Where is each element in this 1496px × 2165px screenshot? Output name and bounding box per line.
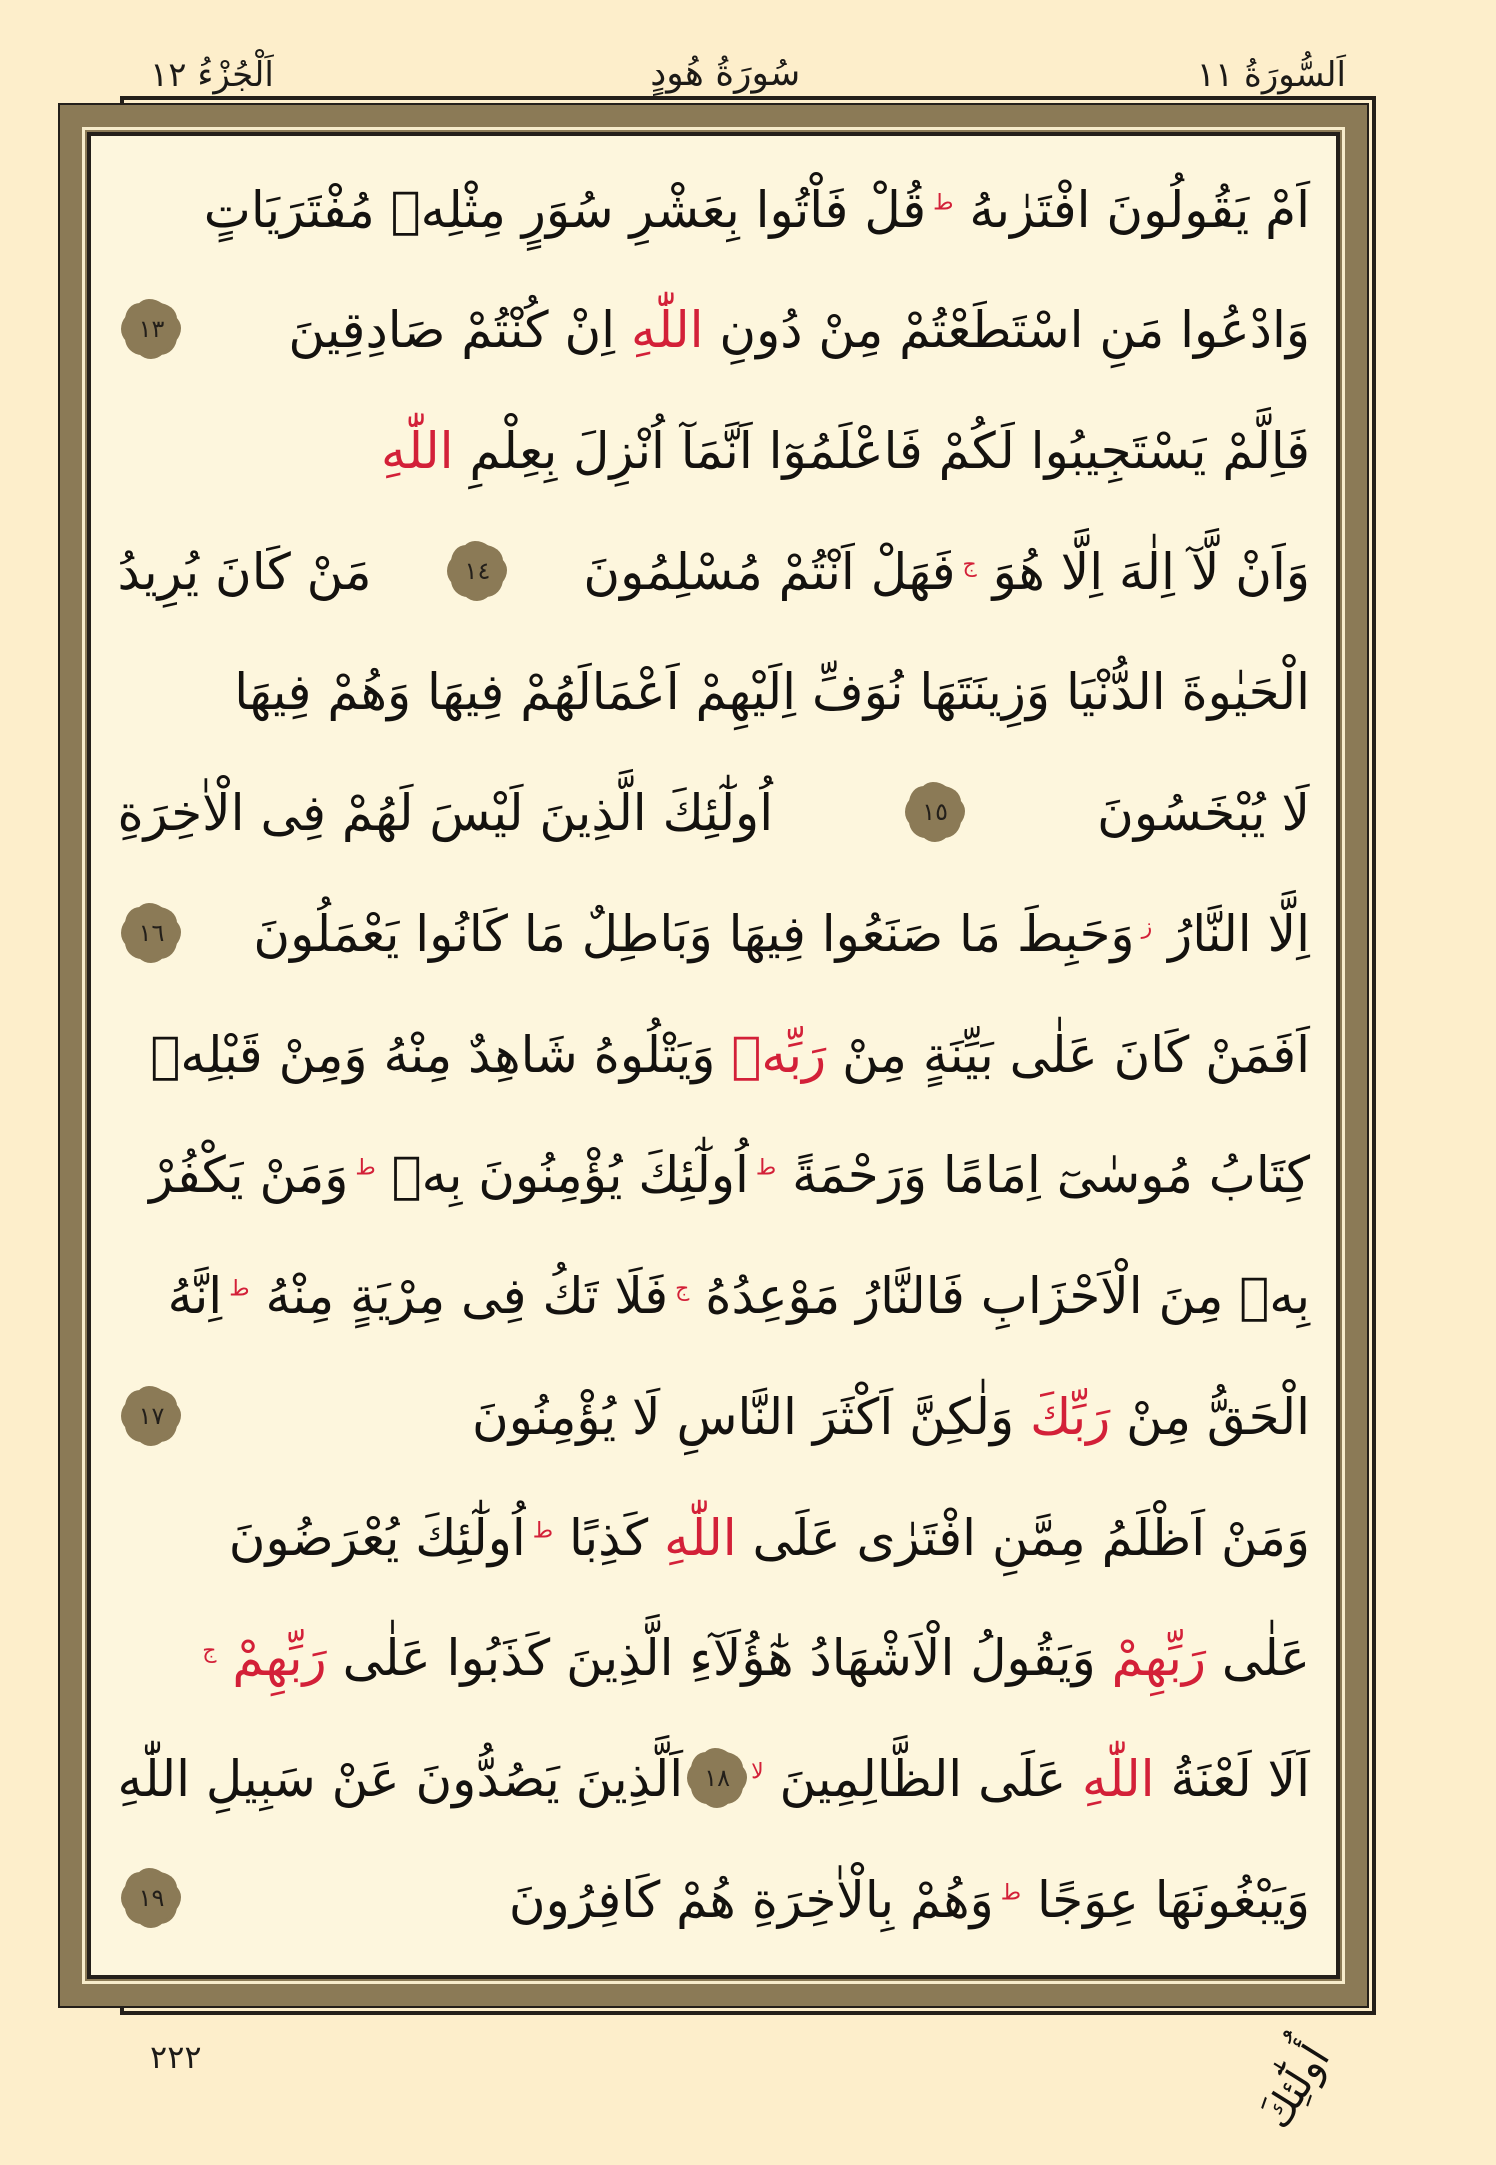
ayah-text-segment: قُلْ فَاْتُوا بِعَشْرِ سُوَرٍ مِثْلِهٖ مُفْتَرَيَاتٍ [203,180,927,239]
ayah-text [253,906,1310,964]
catchword: أُولَٰٓئِكَ [1252,2037,1339,2137]
surah-number-label: اَلسُّورَةُ ١١ [1196,55,1346,95]
waqf-mark: ط [748,1155,777,1181]
ayah-number-marker: ١٦ [125,907,177,959]
ayah-text-segment: وَمَنْ يَكْفُرْ [149,1146,349,1205]
ayah-text [381,423,1310,481]
ayah-text-segment: فَلَا تَكُ فِى مِرْيَةٍ مِنْهُ [249,1267,669,1326]
ayah-number-marker: ١٩ [125,1872,177,1924]
ayah-text [202,1630,1310,1688]
ayah-text-segment: اِنْ كُنْتُمْ صَادِقِينَ [288,301,616,360]
ayah-line [117,423,1310,481]
ayah-line [117,182,1310,240]
ayah-text-segment: وَمَنْ اَظْلَمُ مِمَّنِ افْتَرٰى عَلَى [736,1508,1310,1567]
ayah-text-segment: فَهَلْ اَنْتُمْ مُسْلِمُونَ [583,542,956,601]
ayah-line [117,544,1310,602]
ayah-line [117,1872,1310,1930]
page-frame-outer [117,96,1376,2015]
page-header [0,0,1496,96]
ayah-text [288,302,1310,360]
ayah-text-segment: اَفَمَنْ كَانَ عَلٰى بَيِّنَةٍ مِنْ [826,1025,1310,1084]
divine-name-highlight: اللّٰهِ [1066,1749,1155,1808]
waqf-mark: ج [202,1638,217,1664]
ayah-text-segment: اُولٰٓئِكَ يُعْرَضُونَ [228,1508,526,1567]
ayah-text-segment: عَلَى الظَّالِمِينَ [763,1749,1067,1808]
ayah-line [117,1389,1310,1447]
juz-label: اَلْجُزْءُ ١٢ [150,55,274,95]
ayah-line [117,1630,1310,1688]
ayah-text [509,1872,1310,1930]
ayah-text-segment: وَحَبِطَ مَا صَنَعُوا فِيهَا وَبَاطِلٌ مَا كَانُوا يَعْمَلُونَ [253,904,1135,963]
ayah-text-segment: بِهٖ مِنَ الْاَحْزَابِ فَالنَّارُ مَوْعِدُهُ [689,1267,1310,1326]
ayah-line [117,1510,1310,1568]
ayah-line [117,785,1310,843]
ayah-text-segment: الْحَيٰوةَ الدُّنْيَا وَزِينَتَهَا نُوَفِّ اِلَيْهِمْ اَعْمَالَهُمْ فِيهَا وَهُمْ فِيهَا [234,663,1310,722]
divine-name-highlight: رَبِّهِمْ [1095,1629,1207,1688]
ayah-line [117,906,1310,964]
waqf-mark: ط [525,1517,554,1543]
ayah-text-continuation: اَلَّذِينَ يَصُدُّونَ عَنْ سَبِيلِ اللّٰهِ [117,1749,684,1808]
divine-name-highlight: رَبِّهِمْ [216,1629,327,1688]
ayah-text-segment: اِنَّهُ [167,1267,223,1326]
ayah-number-marker: ١٨ [691,1752,743,1804]
ayah-text-segment: وَادْعُوا مَنِ اسْتَطَعْتُمْ مِنْ دُونِ [703,301,1310,360]
ayah-text-segment: الْحَقُّ مِنْ [1110,1387,1310,1446]
ayah-text-continuation: اُولٰٓئِكَ الَّذِينَ لَيْسَ لَهُمْ فِى الْاٰخِرَةِ [117,784,774,843]
waqf-mark: ط [993,1880,1022,1906]
ayah-line [117,1027,1310,1085]
ayah-text [204,182,1310,240]
ayah-line [117,1751,1310,1809]
ayah-text-segment: وَاَنْ لَّآ اِلٰهَ اِلَّا هُوَ [976,542,1310,601]
ayah-line [117,302,1310,360]
surah-title: سُورَةُ هُودٍ [650,53,801,94]
divine-name-highlight: رَبِّهٖ [715,1025,827,1084]
ayah-text [751,1751,1310,1809]
ayah-text [1097,785,1310,843]
waqf-mark: ز [1134,914,1153,940]
page-number: ٢٢٢ [150,2038,202,2076]
ayah-text-segment: وَيَتْلُوهُ شَاهِدٌ مِنْهُ وَمِنْ قَبْلِهٖ [150,1025,716,1084]
waqf-mark: ج [955,552,977,578]
divine-name-highlight: اللّٰهِ [648,1508,737,1567]
ayah-line [117,664,1310,722]
ayah-number-marker: ١٧ [125,1390,177,1442]
waqf-mark: ج [668,1276,690,1302]
ayah-text-segment: عَلٰى [1206,1629,1310,1688]
ayah-text-segment: اِلَّا النَّارُ [1152,904,1310,963]
ayah-text [150,1027,1310,1085]
divine-name-highlight: رَبِّكَ [1014,1387,1111,1446]
ayah-text-segment: كِتَابُ مُوسٰىٓ اِمَامًا وَرَحْمَةً [776,1146,1310,1205]
ayah-line [117,1147,1310,1205]
ayah-text [583,544,1310,602]
ayah-text [229,1510,1310,1568]
ayah-text [234,664,1310,722]
waqf-mark: ط [348,1155,376,1181]
page-frame-inner-dark [87,132,1340,1979]
page-footer [0,2015,1496,2165]
ayah-text-segment: وَهُمْ بِالْاٰخِرَةِ هُمْ كَافِرُونَ [508,1870,994,1929]
ayah-text [149,1147,1310,1205]
ayah-text-segment: اُولٰٓئِكَ يُؤْمِنُونَ بِهٖ [375,1146,749,1205]
ayah-text-continuation: مَنْ كَانَ يُرِيدُ [117,542,372,601]
page-frame-inner-light [82,127,1345,1984]
ayah-text-segment: كَذِبًا [553,1508,649,1567]
ayah-text-segment: لَا يُبْخَسُونَ [1097,784,1310,843]
ayah-text-segment: وَلٰكِنَّ اَكْثَرَ النَّاسِ لَا يُؤْمِنُونَ [472,1387,1015,1446]
ayah-text [168,1268,1310,1326]
quran-text-block [91,136,1336,1975]
divine-name-highlight: اللّٰهِ [381,422,454,481]
ayah-number-marker: ١٤ [451,545,503,597]
ayah-line [117,1268,1310,1326]
ayah-text-segment: اَلَا لَعْنَةُ [1154,1749,1310,1808]
waqf-mark: ط [222,1276,250,1302]
ayah-text-segment: وَيَقُولُ الْاَشْهَادُ هٰٓؤُلَآءِ الَّذِينَ كَذَبُوا عَلٰى [326,1629,1096,1688]
waqf-mark: ط [926,189,954,215]
waqf-mark: لا [751,1759,764,1785]
page-frame-band [58,103,1369,2008]
ayah-text [472,1389,1310,1447]
ayah-text-segment: اَمْ يَقُولُونَ افْتَرٰىهُ [953,180,1310,239]
divine-name-highlight: اللّٰهِ [615,301,704,360]
ayah-text-segment: وَيَبْغُونَهَا عِوَجًا [1021,1870,1310,1929]
ayah-text-segment: فَاِلَّمْ يَسْتَجِيبُوا لَكُمْ فَاعْلَمُوٓا اَنَّمَآ اُنْزِلَ بِعِلْمِ [453,422,1310,481]
ayah-number-marker: ١٥ [909,786,961,838]
ayah-number-marker: ١٣ [125,303,177,355]
